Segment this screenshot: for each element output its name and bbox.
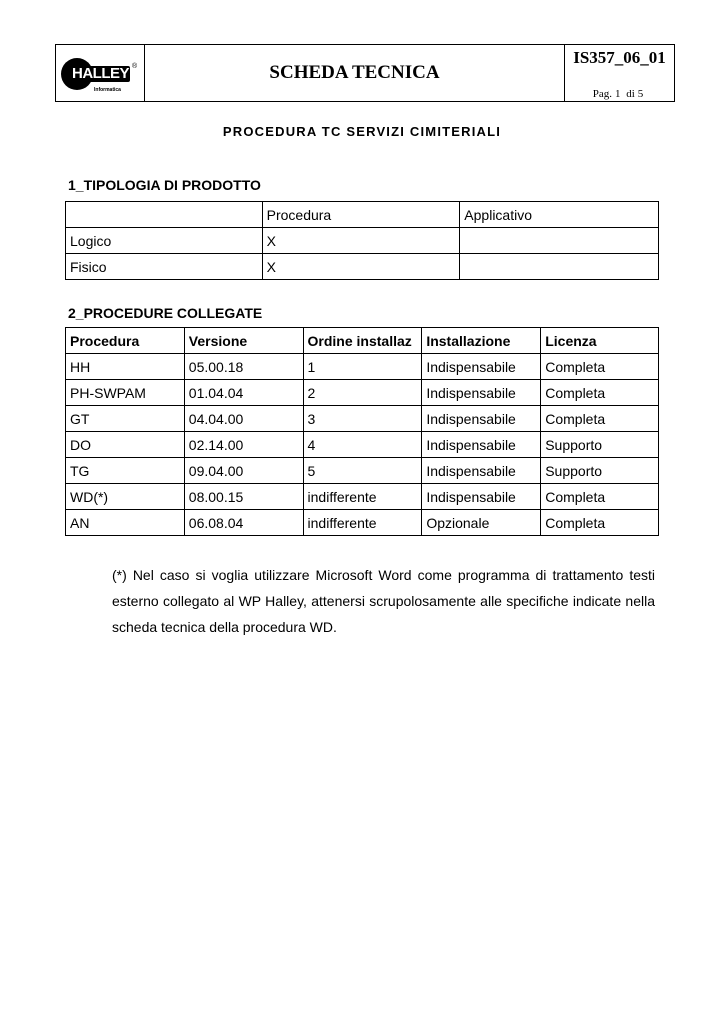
table-cell: X (262, 254, 460, 280)
document-header (55, 44, 675, 102)
table-cell: Procedura (262, 202, 460, 228)
table-cell: 05.00.18 (184, 354, 303, 380)
product-type-table (65, 201, 659, 280)
halley-logo (56, 45, 145, 101)
page-total: 5 (637, 88, 644, 100)
column-header: Installazione (422, 328, 541, 354)
table-cell: 09.04.00 (184, 458, 303, 484)
table-cell: X (262, 228, 460, 254)
column-header: Licenza (541, 328, 659, 354)
logo-subtext: Informatica (94, 87, 121, 93)
table-cell: 3 (303, 406, 422, 432)
table-row (66, 254, 659, 280)
table-cell: GT (66, 406, 185, 432)
column-header: Procedura (66, 328, 185, 354)
document-code-cell (565, 45, 674, 101)
table-cell: PH-SWPAM (66, 380, 185, 406)
table-cell: Applicativo (460, 202, 659, 228)
table-row (66, 458, 659, 484)
footnote-text: (*) Nel caso si voglia utilizzare Microsoft Word come programma di trattamento testi esterno collegato al WP Halley, attenersi scrupolosamente alle specifiche indicate nella scheda tecnica della procedura WD. (112, 567, 655, 635)
procedure-subtitle: PROCEDURA TC SERVIZI CIMITERIALI (222, 124, 502, 139)
table-cell (460, 228, 659, 254)
table-cell: Fisico (66, 254, 263, 280)
table-cell: Supporto (541, 432, 659, 458)
table-cell: WD(*) (66, 484, 185, 510)
table-cell: Completa (541, 354, 659, 380)
column-header: Ordine installaz (303, 328, 422, 354)
table-cell: Completa (541, 484, 659, 510)
linked-procedures-table (65, 327, 659, 536)
table-cell (66, 202, 263, 228)
table-row (66, 380, 659, 406)
table-cell: 02.14.00 (184, 432, 303, 458)
page-label: Pag. (592, 88, 612, 100)
table-cell: indifferente (303, 484, 422, 510)
table-cell: 04.04.00 (184, 406, 303, 432)
document-code: IS357_06_01 (573, 48, 666, 67)
table-cell: Indispensabile (422, 458, 541, 484)
table-header-row (66, 328, 659, 354)
table-cell: indifferente (303, 510, 422, 536)
table-cell: 4 (303, 432, 422, 458)
page-number: 1 (614, 88, 621, 100)
table-cell: 08.00.15 (184, 484, 303, 510)
table-cell: Indispensabile (422, 432, 541, 458)
table-cell: 06.08.04 (184, 510, 303, 536)
table-cell: DO (66, 432, 185, 458)
table-header-row (66, 202, 659, 228)
table-cell: 1 (303, 354, 422, 380)
table-cell: Completa (541, 510, 659, 536)
table-cell: Completa (541, 406, 659, 432)
table-cell: Indispensabile (422, 484, 541, 510)
table-row (66, 432, 659, 458)
document-title: SCHEDA TECNICA (145, 45, 565, 101)
table-cell: Indispensabile (422, 406, 541, 432)
table-cell: Indispensabile (422, 354, 541, 380)
table-row (66, 354, 659, 380)
page-separator: di (626, 88, 635, 100)
section-heading-linked-procedures: 2_PROCEDURE COLLEGATE (68, 305, 263, 321)
logo-text: HALLEY (72, 65, 129, 82)
table-cell: 5 (303, 458, 422, 484)
table-cell: TG (66, 458, 185, 484)
table-cell: 01.04.04 (184, 380, 303, 406)
table-row (66, 484, 659, 510)
column-header: Versione (184, 328, 303, 354)
table-cell: AN (66, 510, 185, 536)
table-cell: Completa (541, 380, 659, 406)
registered-mark-icon: ® (132, 63, 138, 70)
table-cell: HH (66, 354, 185, 380)
page-indicator (593, 88, 647, 100)
table-cell: Indispensabile (422, 380, 541, 406)
table-row (66, 228, 659, 254)
table-cell: Logico (66, 228, 263, 254)
table-cell: Opzionale (422, 510, 541, 536)
section-heading-product-type: 1_TIPOLOGIA DI PRODOTTO (68, 177, 261, 193)
table-cell: 2 (303, 380, 422, 406)
table-cell: Supporto (541, 458, 659, 484)
table-row (66, 510, 659, 536)
table-cell (460, 254, 659, 280)
table-row (66, 406, 659, 432)
